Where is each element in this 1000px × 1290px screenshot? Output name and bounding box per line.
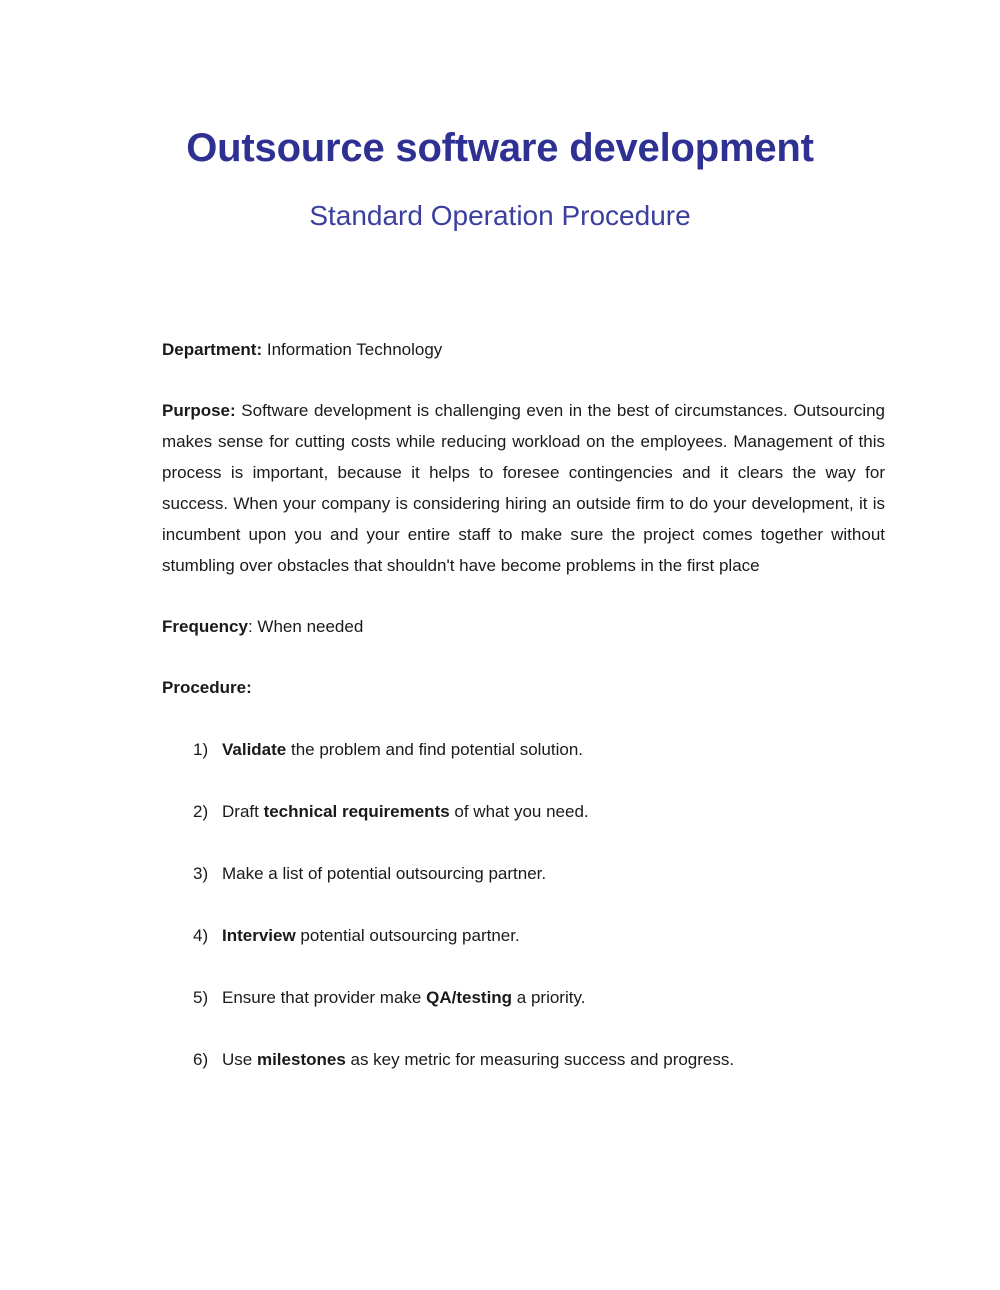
spacer-before-frequency: [162, 581, 885, 611]
procedure-heading-label: Procedure:: [162, 678, 252, 697]
list-item-number: 2): [193, 802, 209, 821]
list-item: [162, 1044, 885, 1075]
list-item-number: 6): [193, 1050, 209, 1069]
plain-text: a priority.: [512, 988, 586, 1007]
plain-text: Ensure that provider make: [222, 988, 427, 1007]
list-item-number: 5): [193, 988, 209, 1007]
list-item-number: 4): [193, 926, 209, 945]
purpose-paragraph: [162, 395, 885, 581]
plain-text: potential outsourcing partner.: [295, 926, 520, 945]
list-item-text: [222, 926, 520, 945]
spacer-before-purpose: [162, 365, 885, 395]
emphasis-text: technical requirements: [263, 802, 450, 821]
emphasis-text: Interview: [222, 926, 296, 945]
procedure-list: [162, 734, 885, 1075]
plain-text: as key metric for measuring success and progress.: [345, 1050, 735, 1069]
list-item: [162, 734, 885, 765]
list-item-text: [222, 864, 546, 883]
spacer-before-list: [162, 703, 885, 734]
list-item-number: 1): [193, 740, 209, 759]
plain-text: Use: [222, 1050, 257, 1069]
list-item-number: 3): [193, 864, 209, 883]
emphasis-text: Validate: [222, 740, 287, 759]
purpose-text: Software development is challenging even in the best of circumstances. Outsourcing makes sense for cutting costs while reducing workload on the employees. Management of this process is important, because it helps to foresee contingencies and it clears the way for success. When your company is considering hiring an outside firm to do your development, it is incumbent upon you and your entire staff to make sure the project comes together without stumbling over obstacles that shouldn't have become problems in the first place: [162, 401, 885, 575]
department-line: [162, 334, 885, 365]
department-value: Information Technology: [262, 340, 443, 359]
list-item-text: [222, 802, 589, 821]
list-item: [162, 858, 885, 889]
plain-text: Make a list of potential outsourcing partner.: [222, 864, 547, 883]
plain-text: Draft: [222, 802, 264, 821]
purpose-label: Purpose:: [162, 401, 236, 420]
emphasis-text: QA/testing: [426, 988, 513, 1007]
list-item: [162, 920, 885, 951]
frequency-label: Frequency: [162, 617, 248, 636]
frequency-line: [162, 611, 885, 642]
list-item: [162, 796, 885, 827]
emphasis-text: milestones: [256, 1050, 346, 1069]
list-item-text: [222, 1050, 734, 1069]
list-item-text: [222, 988, 585, 1007]
list-item-text: [222, 740, 583, 759]
document-header: [0, 0, 1000, 230]
document-body: [0, 334, 1000, 1075]
page-subtitle: Standard Operation Procedure: [309, 200, 691, 231]
list-item: [162, 982, 885, 1013]
department-label: Department:: [162, 340, 263, 359]
frequency-value: : When needed: [247, 617, 364, 636]
plain-text: the problem and find potential solution.: [286, 740, 584, 759]
procedure-heading: [162, 672, 885, 703]
page-title: Outsource software development: [186, 126, 814, 170]
plain-text: of what you need.: [449, 802, 589, 821]
spacer-before-procedure: [162, 642, 885, 672]
